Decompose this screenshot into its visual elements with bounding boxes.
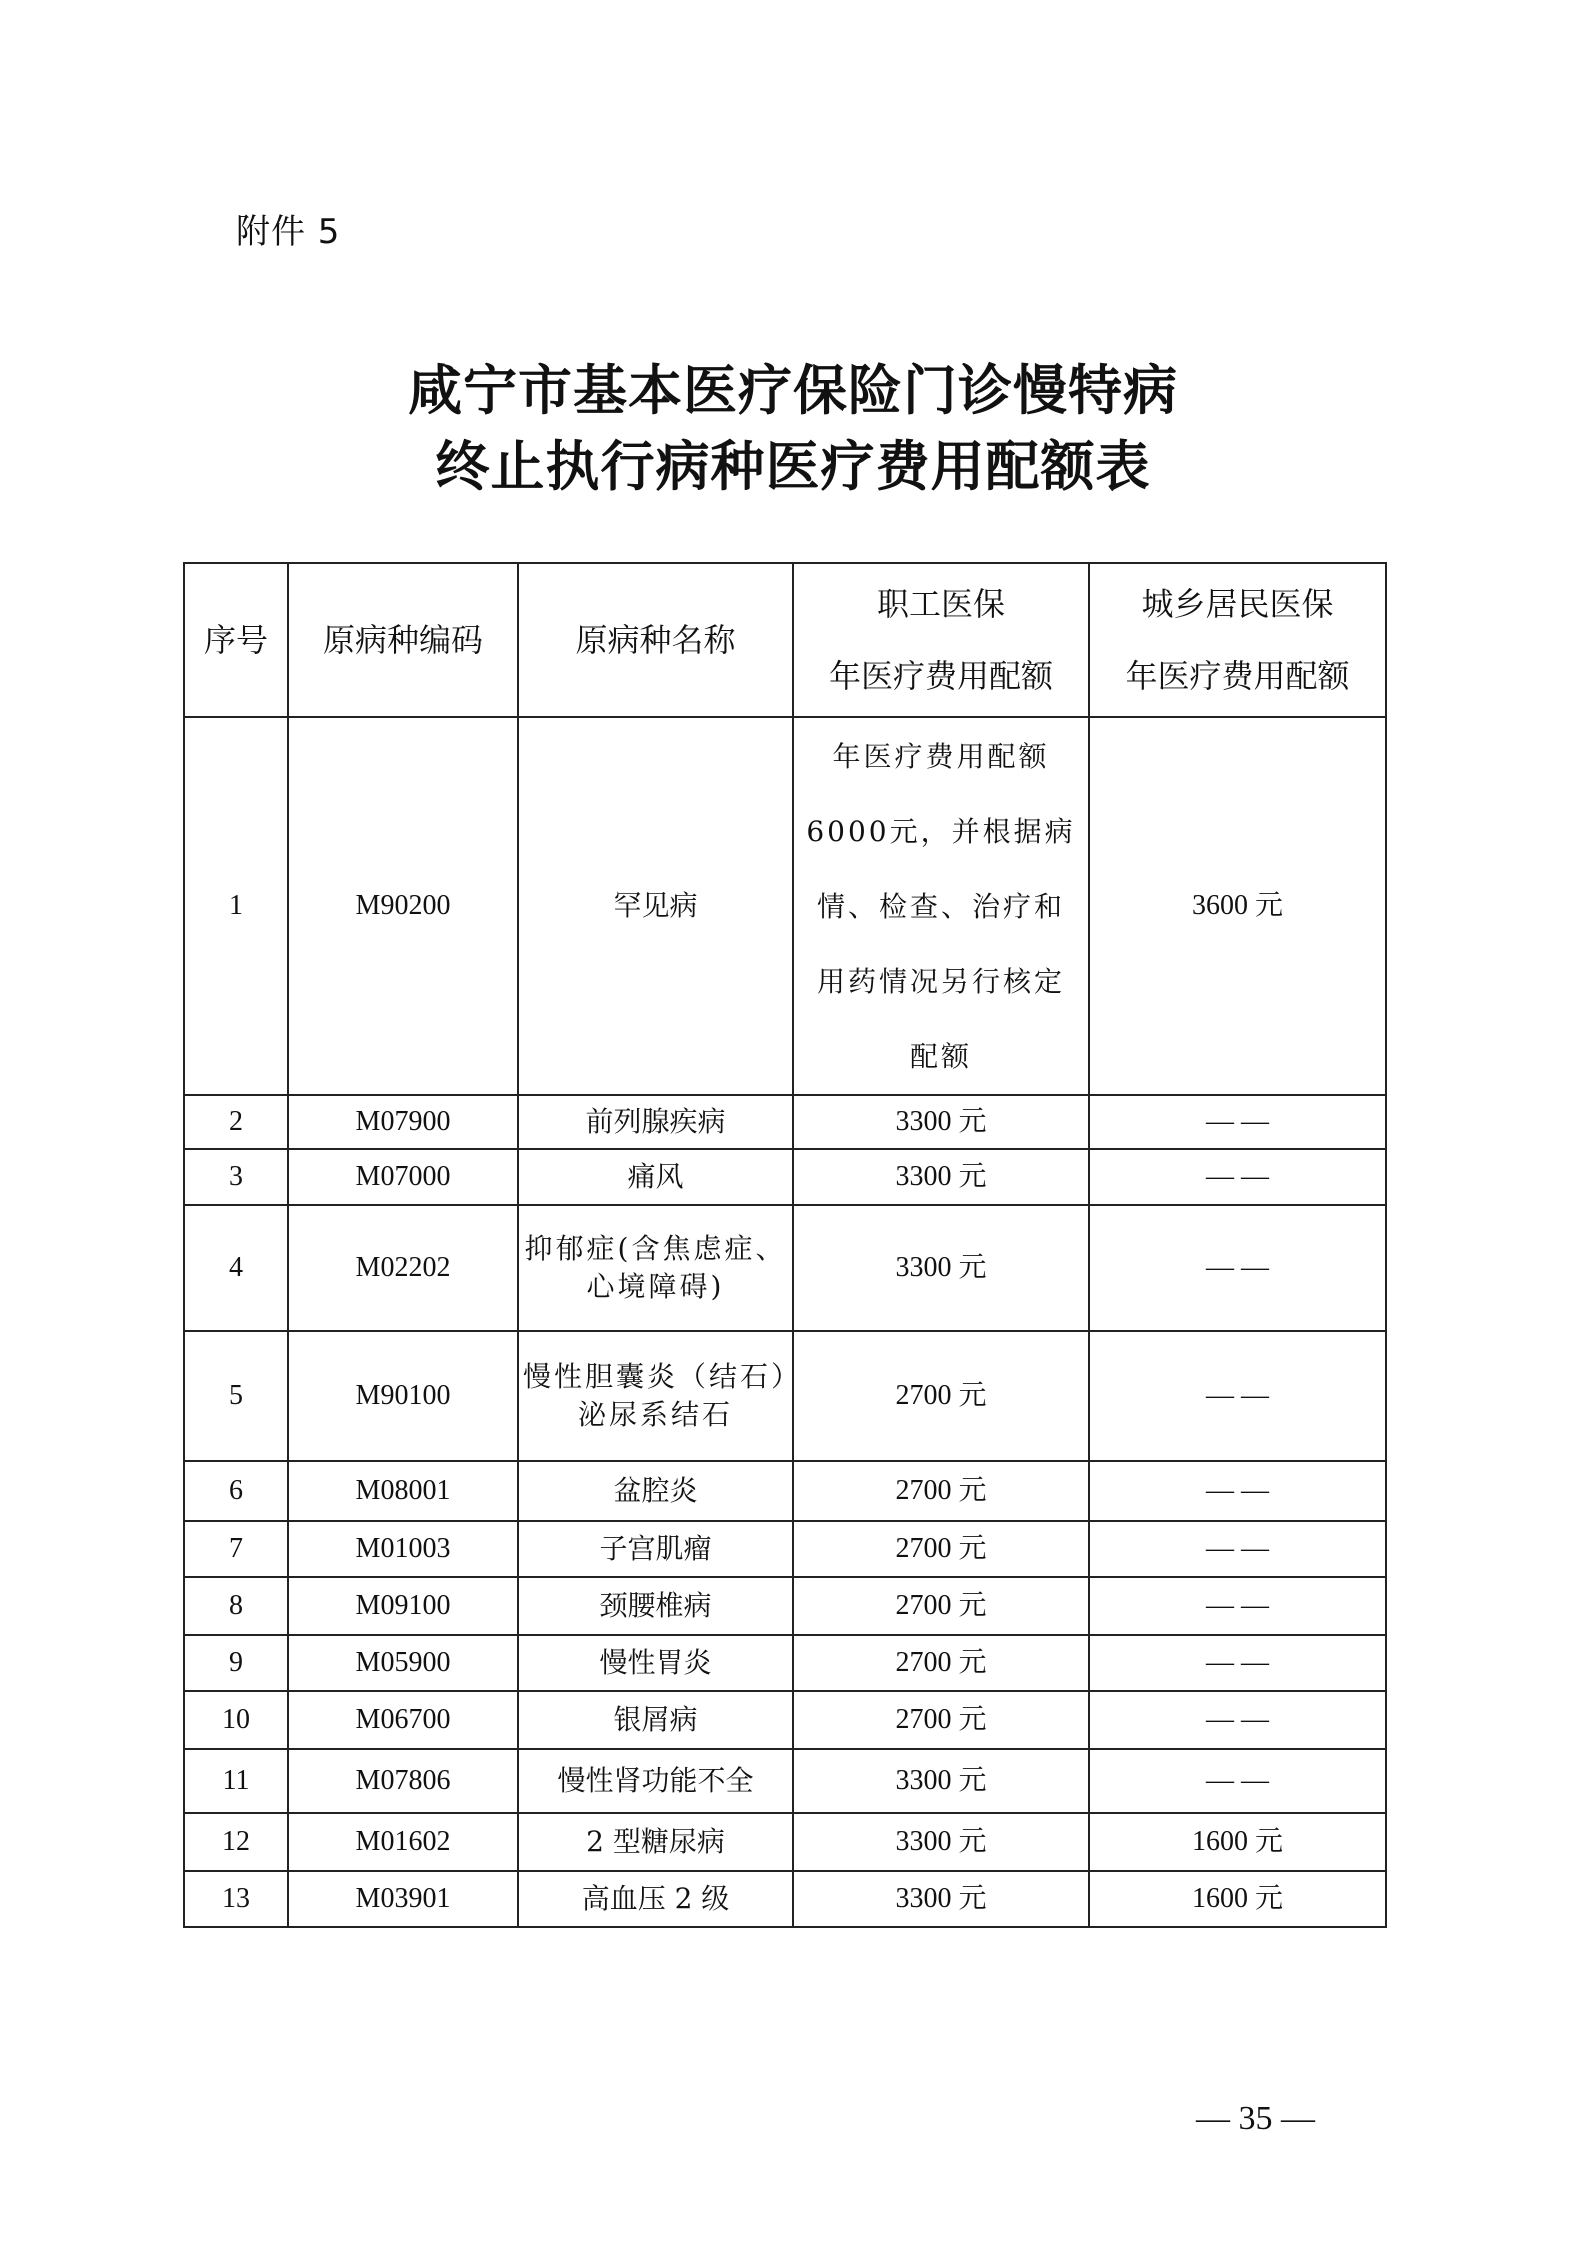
row-seq: 7 bbox=[184, 1521, 288, 1577]
row-employee-quota: 2700 元 bbox=[793, 1331, 1089, 1461]
table-header-row bbox=[184, 563, 1386, 717]
row-resident-quota: — — bbox=[1089, 1095, 1386, 1149]
document-title-line1: 咸宁市基本医疗保险门诊慢特病 bbox=[408, 358, 1178, 422]
row-name: 银屑病 bbox=[518, 1691, 793, 1749]
row-resident-quota: — — bbox=[1089, 1205, 1386, 1331]
row-employee-quota: 2700 元 bbox=[793, 1521, 1089, 1577]
row-name: 抑郁症(含焦虑症、心境障碍) bbox=[518, 1205, 793, 1331]
row-seq: 2 bbox=[184, 1095, 288, 1149]
row-employee-quota: 3300 元 bbox=[793, 1095, 1089, 1149]
row-employee-quota: 3300 元 bbox=[793, 1813, 1089, 1871]
table-row bbox=[184, 1749, 1386, 1813]
row-resident-quota: — — bbox=[1089, 1577, 1386, 1635]
header-employee-line2: 年医疗费用配额 bbox=[828, 657, 1053, 695]
row-resident-quota: 3600 元 bbox=[1089, 717, 1386, 1095]
row-name: 慢性胃炎 bbox=[518, 1635, 793, 1691]
table-row bbox=[184, 717, 1386, 1095]
row-resident-quota: — — bbox=[1089, 1691, 1386, 1749]
table-row bbox=[184, 1871, 1386, 1927]
table-row bbox=[184, 1691, 1386, 1749]
row-seq: 9 bbox=[184, 1635, 288, 1691]
table-row bbox=[184, 1331, 1386, 1461]
row-seq: 3 bbox=[184, 1149, 288, 1205]
page-number: — 35 — bbox=[1196, 2100, 1315, 2137]
row-employee-quota: 2700 元 bbox=[793, 1691, 1089, 1749]
row-code: M90200 bbox=[288, 717, 518, 1095]
row-seq: 13 bbox=[184, 1871, 288, 1927]
table-row bbox=[184, 1813, 1386, 1871]
row-employee-quota: 3300 元 bbox=[793, 1149, 1089, 1205]
row-name: 高血压 2 级 bbox=[518, 1871, 793, 1927]
row-employee-quota: 2700 元 bbox=[793, 1461, 1089, 1521]
row-code: M07900 bbox=[288, 1095, 518, 1149]
row-employee-quota: 3300 元 bbox=[793, 1749, 1089, 1813]
row-code: M03901 bbox=[288, 1871, 518, 1927]
table-row bbox=[184, 1205, 1386, 1331]
row-name: 罕见病 bbox=[518, 717, 793, 1095]
header-resident-line1: 城乡居民医保 bbox=[1141, 585, 1334, 623]
row-resident-quota: 1600 元 bbox=[1089, 1871, 1386, 1927]
row-seq: 4 bbox=[184, 1205, 288, 1331]
row-employee-quota: 3300 元 bbox=[793, 1205, 1089, 1331]
row-name: 2 型糖尿病 bbox=[518, 1813, 793, 1871]
row-code: M05900 bbox=[288, 1635, 518, 1691]
document-title-line2: 终止执行病种医疗费用配额表 bbox=[435, 434, 1151, 498]
row-name: 子宫肌瘤 bbox=[518, 1521, 793, 1577]
row-name: 慢性肾功能不全 bbox=[518, 1749, 793, 1813]
row-seq: 1 bbox=[184, 717, 288, 1095]
row-seq: 11 bbox=[184, 1749, 288, 1813]
row-resident-quota: 1600 元 bbox=[1089, 1813, 1386, 1871]
row-name: 盆腔炎 bbox=[518, 1461, 793, 1521]
row-resident-quota: — — bbox=[1089, 1331, 1386, 1461]
table-row bbox=[184, 1095, 1386, 1149]
row-resident-quota: — — bbox=[1089, 1635, 1386, 1691]
attachment-label: 附件 5 bbox=[236, 212, 341, 252]
table-row bbox=[184, 1461, 1386, 1521]
row-code: M02202 bbox=[288, 1205, 518, 1331]
row-resident-quota: — — bbox=[1089, 1521, 1386, 1577]
row-resident-quota: — — bbox=[1089, 1149, 1386, 1205]
quota-table bbox=[183, 562, 1387, 1928]
row-code: M08001 bbox=[288, 1461, 518, 1521]
table-row bbox=[184, 1521, 1386, 1577]
table-row bbox=[184, 1577, 1386, 1635]
row-seq: 6 bbox=[184, 1461, 288, 1521]
row-code: M09100 bbox=[288, 1577, 518, 1635]
row-resident-quota: — — bbox=[1089, 1749, 1386, 1813]
row-employee-quota: 年医疗费用配额6000元，并根据病情、检查、治疗和用药情况另行核定配额 bbox=[793, 717, 1089, 1095]
row-employee-quota: 2700 元 bbox=[793, 1577, 1089, 1635]
row-employee-quota: 2700 元 bbox=[793, 1635, 1089, 1691]
table-row bbox=[184, 1635, 1386, 1691]
row-name: 慢性胆囊炎（结石）泌尿系结石 bbox=[518, 1331, 793, 1461]
row-code: M90100 bbox=[288, 1331, 518, 1461]
row-employee-quota: 3300 元 bbox=[793, 1871, 1089, 1927]
header-employee-line1: 职工医保 bbox=[876, 585, 1005, 623]
row-name: 颈腰椎病 bbox=[518, 1577, 793, 1635]
row-code: M01003 bbox=[288, 1521, 518, 1577]
row-code: M01602 bbox=[288, 1813, 518, 1871]
header-code: 原病种编码 bbox=[288, 563, 518, 717]
row-seq: 8 bbox=[184, 1577, 288, 1635]
header-resident bbox=[1089, 563, 1386, 717]
table-row bbox=[184, 1149, 1386, 1205]
row-code: M07806 bbox=[288, 1749, 518, 1813]
row-code: M06700 bbox=[288, 1691, 518, 1749]
row-name: 前列腺疾病 bbox=[518, 1095, 793, 1149]
row-seq: 5 bbox=[184, 1331, 288, 1461]
row-name: 痛风 bbox=[518, 1149, 793, 1205]
row-seq: 12 bbox=[184, 1813, 288, 1871]
row-code: M07000 bbox=[288, 1149, 518, 1205]
header-name: 原病种名称 bbox=[518, 563, 793, 717]
row-seq: 10 bbox=[184, 1691, 288, 1749]
header-seq: 序号 bbox=[184, 563, 288, 717]
header-employee bbox=[793, 563, 1089, 717]
row-resident-quota: — — bbox=[1089, 1461, 1386, 1521]
header-resident-line2: 年医疗费用配额 bbox=[1125, 657, 1350, 695]
